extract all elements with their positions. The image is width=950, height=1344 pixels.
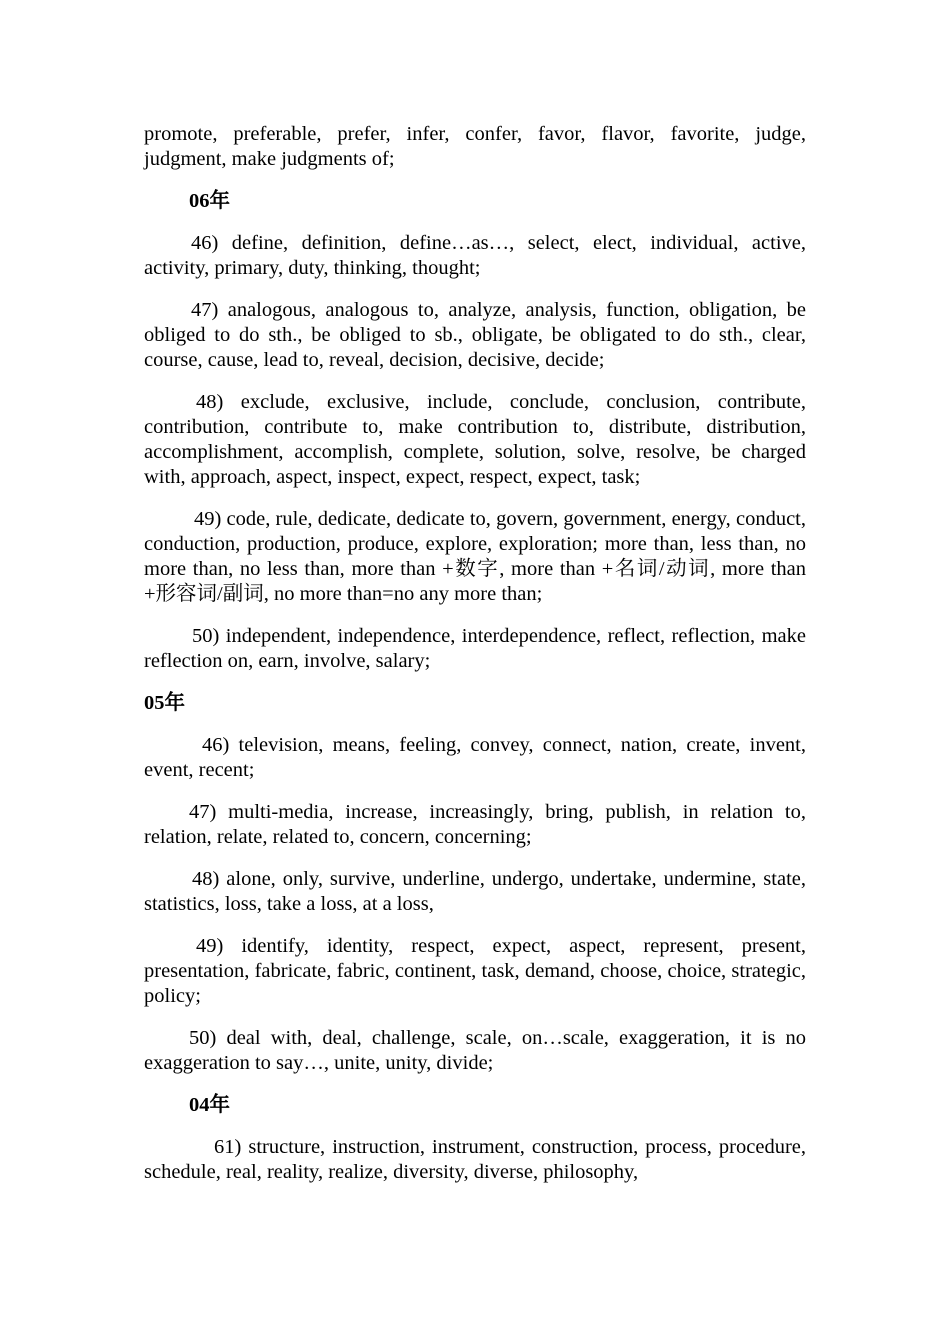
- paragraph-06-48: 48) exclude, exclusive, include, conclude, conclusion, contribute, contribution, contribute to, make contribution to, distribute, distribution, accomplishment, accomplish, complete, solution, solve, resolve, be charged with, approach, aspect, inspect, expect, respect, expect, task;: [144, 391, 806, 488]
- paragraph-06-50: 50) independent, independence, interdependence, reflect, reflection, make reflection on, earn, involve, salary;: [144, 625, 806, 672]
- paragraph-05-48: 48) alone, only, survive, underline, undergo, undertake, undermine, state, statistics, loss, take a loss, at a loss,: [144, 868, 806, 915]
- section-heading-04: 04年: [189, 1094, 230, 1116]
- section-heading-05: 05年: [144, 692, 185, 714]
- paragraph-04-61: 61) structure, instruction, instrument, construction, process, procedure, schedule, real, reality, realize, diversity, diverse, philosophy,: [144, 1136, 806, 1183]
- document-page: [144, 122, 806, 1202]
- paragraph-05-47: 47) multi-media, increase, increasingly, bring, publish, in relation to, relation, relate, related to, concern, concerning;: [144, 801, 806, 848]
- paragraph-06-47: 47) analogous, analogous to, analyze, analysis, function, obligation, be obliged to do sth., be obliged to sb., obligate, be obligated to do sth., clear, course, cause, lead to, reveal, decision, decisive, decide;: [144, 299, 806, 371]
- paragraph-05-46: 46) television, means, feeling, convey, connect, nation, create, invent, event, recent;: [144, 734, 806, 781]
- paragraph-06-49: 49) code, rule, dedicate, dedicate to, govern, government, energy, conduct, conduction, production, produce, explore, exploration; more than, less than, no more than, no less than, more than +数字, more than +名词/动词, more than +形容词/副词, no more than=no any more than;: [144, 508, 806, 605]
- paragraph-05-49: 49) identify, identity, respect, expect, aspect, represent, present, presentation, fabricate, fabric, continent, task, demand, choose, choice, strategic, policy;: [144, 935, 806, 1007]
- paragraph-05-50: 50) deal with, deal, challenge, scale, on…scale, exaggeration, it is no exaggeration to say…, unite, unity, divide;: [144, 1027, 806, 1074]
- section-heading-06: 06年: [189, 190, 230, 212]
- paragraph-continuation: promote, preferable, prefer, infer, confer, favor, flavor, favorite, judge, judgment, make judgments of;: [144, 123, 806, 170]
- paragraph-06-46: 46) define, definition, define…as…, select, elect, individual, active, activity, primary, duty, thinking, thought;: [144, 232, 806, 279]
